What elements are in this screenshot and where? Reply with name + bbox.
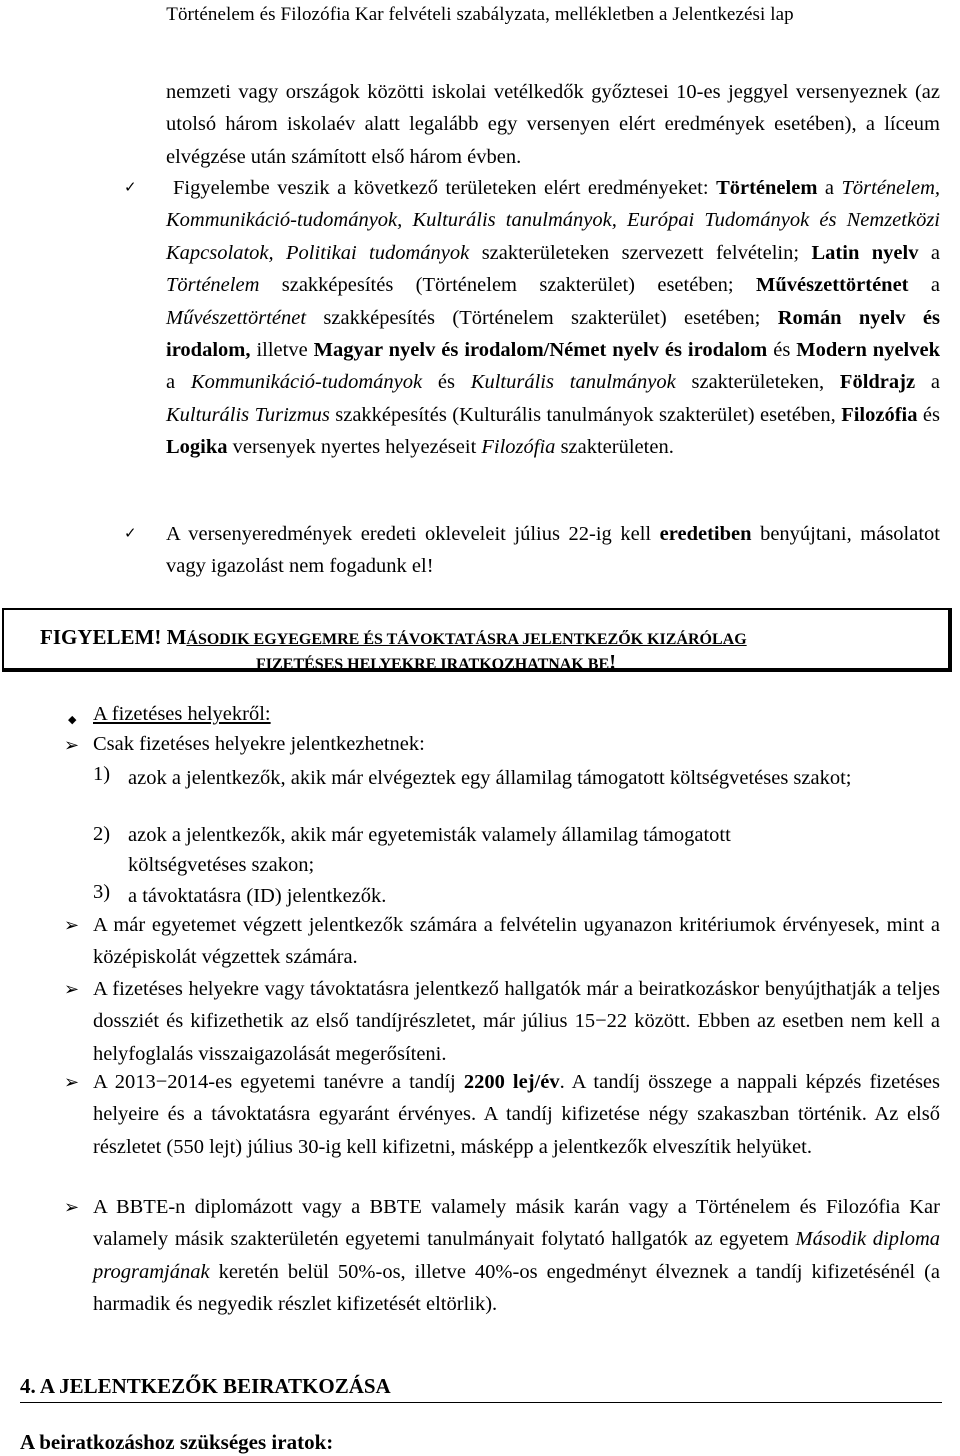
field-names: Történelem, Kommunikáció-tudományok, Kulturális tanulmányok, Európai Tudományok és Nemzetközi Kapcsolatok, Politikai tudományok	[166, 177, 940, 264]
field-name: Kommunikáció-tudományok	[190, 371, 423, 394]
text-run: szakterületen.	[555, 436, 674, 459]
field-name: Történelem	[166, 274, 260, 297]
subject-name: Modern nyelvek	[796, 339, 940, 362]
warning-text: FIZETÉSES HELYEKRE IRATKOZHATNAK BE	[256, 656, 610, 673]
diamond-bullet-icon: ◆	[68, 713, 77, 726]
list-item: azok a jelentkezők, akik már elvégeztek egy államilag támogatott költségvetéses szakot;	[128, 767, 852, 789]
paid-places-heading: A fizetéses helyekről:	[93, 703, 271, 725]
text-run: a	[918, 241, 940, 264]
competition-results-paragraph	[166, 172, 940, 464]
continuation-text: nemzeti vagy országok közötti iskolai vetélkedők győztesei 10-es jeggyel versenyeznek (az utolsó három iskolaév alatt legalább egy versenyen elért eredmények esetében), a líceum elvégzése után számított első három évben.	[166, 81, 940, 168]
checkmark-icon: ✓	[124, 178, 137, 196]
text-run: a	[817, 177, 842, 199]
list-number: 2)	[93, 823, 111, 845]
arrow-bullet-icon: ➢	[64, 1197, 80, 1218]
list-item: a távoktatásra (ID) jelentkezők.	[128, 885, 387, 907]
arrow-bullet-icon: ➢	[64, 915, 80, 936]
tuition-paragraph	[93, 1066, 940, 1163]
text-run: . A tandíj összege a nappali képzés fizetéses helyeire és a távoktatásra egyaránt érvényes. A tandíj kifizetése négy szakaszban történik. Az első részletet (550 lejt) július 30-ig kell kifizetni, másképp a jelentkezők elveszítik helyüket.	[93, 1071, 941, 1158]
warning-exclamation: !	[609, 650, 617, 674]
text-run: benyújtani, másolatot vagy igazolást nem fogadunk el!	[166, 523, 940, 578]
section-divider	[20, 1402, 942, 1403]
subject-name: Földrajz	[839, 371, 916, 394]
continuation-paragraph	[166, 76, 940, 173]
subject-name: Latin nyelv	[811, 241, 919, 264]
warning-lead: FIGYELEM! M	[40, 625, 187, 649]
list-item: azok a jelentkezők, akik már egyetemisták valamely államilag támogatott költségvetéses szakon;	[128, 824, 731, 876]
warning-text: ÁSODIK EGYEGEMRE ÉS TÁVOKTATÁSRA JELENTKEZŐK KIZÁRÓLAG	[186, 631, 747, 648]
text-run: illetve	[250, 339, 314, 362]
arrow-bullet-icon: ➢	[64, 1072, 80, 1093]
text-run: keretén belül 50%-os, illetve 40%-os engedményt élveznek a tandíj kifizetésénél (a harmadik és negyedik részlet kifizetését eltörlik).	[93, 1260, 940, 1316]
text-run: a	[908, 274, 940, 297]
field-name: Kulturális tanulmányok	[470, 371, 676, 394]
running-header: Történelem és Filozófia Kar felvételi szabályzata, mellékletben a Jelentkezési lap	[166, 4, 794, 25]
subject-name: Filozófia	[841, 403, 918, 426]
field-name: Művészettörténet	[166, 306, 307, 329]
arrow-bullet-icon: ➢	[64, 979, 80, 1000]
text-run: a	[915, 371, 940, 394]
text-run: szakképesítés (Történelem szakterület) esetében;	[306, 306, 778, 329]
text-run: és	[917, 403, 941, 426]
text-run: Figyelembe veszik a következő területeken elért eredményeket:	[173, 177, 717, 199]
subject-name: Logika	[166, 436, 228, 459]
text-run: A 2013−2014-es egyetemi tanévre a tandíj	[93, 1071, 464, 1093]
field-name: Kulturális Turizmus	[166, 403, 330, 426]
text-run: A BBTE-n diplomázott vagy a BBTE valamely másik karán vagy a Történelem és Filozófia Kar valamely másik szakterületén egyetemi tanulmányait folytató hallgatók az egyetem	[93, 1196, 940, 1251]
section-heading: 4. A JELENTKEZŐK BEIRATKOZÁSA	[20, 1374, 391, 1398]
arrow-bullet-icon: ➢	[64, 735, 80, 756]
subsection-heading: A beiratkozáshoz szükséges iratok:	[20, 1430, 334, 1454]
tuition-amount: 2200 lej/év	[463, 1071, 560, 1093]
text-run: szakképesítés (Történelem szakterület) esetében;	[259, 274, 756, 297]
original-documents-paragraph	[166, 518, 940, 583]
text-run: és	[422, 371, 471, 394]
list-number: 3)	[93, 881, 111, 903]
program-name: Második diploma programjának	[93, 1228, 941, 1283]
warning-line-2	[256, 650, 616, 675]
text-run: szakterületeken,	[675, 371, 840, 394]
graduates-paragraph: A már egyetemet végzett jelentkezők számára a felvételin ugyanazon kritériumok érvényesek, mint a középiskolát végzettek számára.	[93, 914, 940, 969]
emphasis: eredetiben	[659, 523, 752, 545]
text-run: a	[166, 371, 191, 394]
subject-name: Művészettörténet	[755, 274, 909, 297]
list-number: 1)	[93, 763, 111, 785]
subject-name: Magyar nyelv és irodalom/Német nyelv és irodalom	[313, 339, 768, 362]
paid-intro: Csak fizetéses helyekre jelentkezhetnek:	[93, 733, 425, 755]
text-run: A versenyeredmények eredeti okleveleit július 22-ig kell	[166, 523, 660, 545]
field-name: Filozófia	[481, 436, 556, 459]
second-diploma-paragraph	[93, 1191, 940, 1321]
text-run: szakképesítés (Kulturális tanulmányok szakterület) esetében,	[329, 403, 842, 426]
text-run: szakterületeken szervezett felvételin;	[469, 241, 812, 264]
checkmark-icon: ✓	[124, 524, 137, 542]
text-run: versenyek nyertes helyezéseit	[227, 436, 482, 459]
subject-name: Történelem	[716, 177, 818, 199]
warning-line-1	[40, 625, 747, 650]
subject-name: Román nyelv és irodalom,	[166, 306, 940, 362]
enrollment-payment-paragraph: A fizetéses helyekre vagy távoktatásra jelentkező hallgatók már a beiratkozáskor benyújthatják a teljes dossziét és kifizethetik az első tandíjrészletet, már július 15−22 között. Ebben az esetben nem kell a helyfoglalás visszaigazolását megerősíteni.	[93, 978, 940, 1065]
text-run: és	[767, 339, 797, 362]
